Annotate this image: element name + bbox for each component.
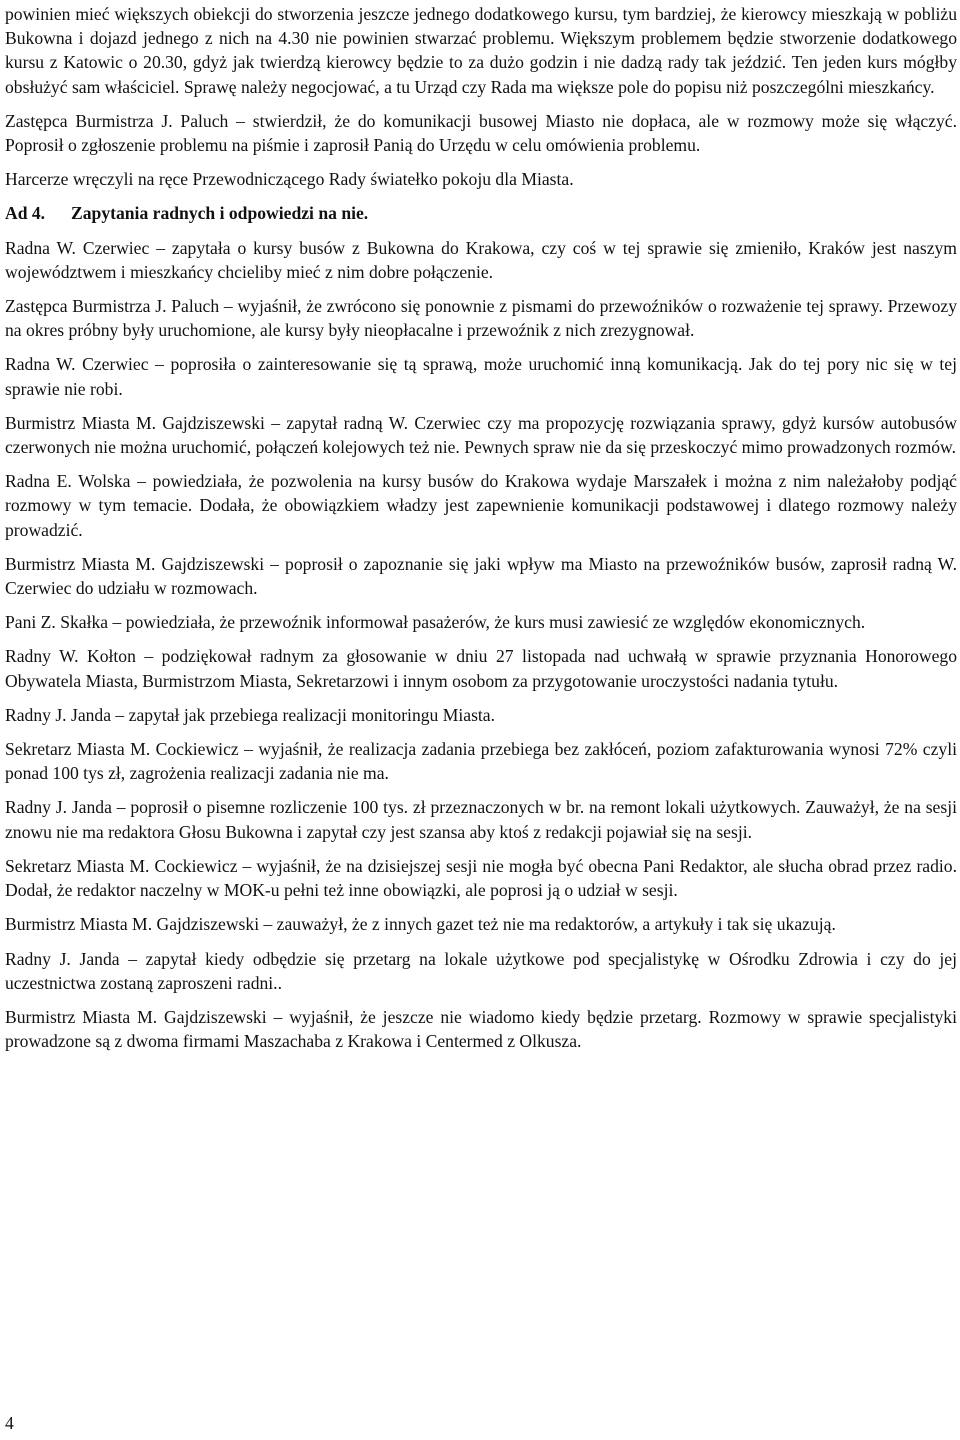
paragraph-wolska-statement: Radna E. Wolska – powiedziała, że pozwolenia na kursy busów do Krakowa wydaje Marszałek i można z nim należałoby podjąć rozmowy w tym temacie. Dodała, że obowiązkiem władzy jest zapewnienie komunikacji podstawowej i dlatego rozmowy należy prowadzić. bbox=[5, 471, 957, 540]
paragraph-paluch-answer: Zastępca Burmistrza J. Paluch – wyjaśnił, że zwrócono się ponownie z pismami do przewoźników o rozważenie tej sprawy. Przewozy na okres próbny były uruchomione, ale kursy były nieopłacalne i przewoźnik z nich zrezygnował. bbox=[5, 296, 957, 341]
section-title: Zapytania radnych i odpowiedzi na nie. bbox=[71, 203, 369, 224]
paragraph-cockiewicz-monitoring: Sekretarz Miasta M. Cockiewicz – wyjaśnił, że realizacja zadania przebiega bez zakłóceń, poziom zafakturowania wynosi 72% czyli ponad 100 tys zł, zagrożenia realizacji zadania nie ma. bbox=[5, 739, 957, 784]
paragraph-janda-monitoring: Radny J. Janda – zapytał jak przebiega realizacji monitoringu Miasta. bbox=[5, 704, 496, 725]
paragraph-czerwiec-request: Radna W. Czerwiec – poprosiła o zainteresowanie się tą sprawą, może uruchomić inną komunikacją. Jak do tej pory nic się w tej sprawie nie robi. bbox=[5, 354, 957, 399]
paragraph-transport-discussion: powinien mieć większych obiekcji do stworzenia jeszcze jednego dodatkowego kursu, tym bardziej, że kierowcy mieszkają w pobliżu Bukowna i dojazd jednego z nich na 4.30 nie powinien stwarzać problemu. Większym problemem będzie stworzenie dodatkowego kursu z Katowic o 20.30, gdyż jak twierdzą kierowcy będzie to za dużo godzin i nie dadzą rady tak jeździć. Ten jeden kurs mógłby obsłużyć sam właściciel. Sprawę należy negocjować, a tu Urząd czy Rada ma większe pole do popisu niż poszczególni mieszkańcy. bbox=[5, 4, 957, 97]
paragraph-deputy-mayor-paluch: Zastępca Burmistrza J. Paluch – stwierdził, że do komunikacji busowej Miasto nie dopłaca, ale w rozmowy może się włączyć. Poprosił o zgłoszenie problemu na piśmie i zaprosił Panią do Urzędu w celu omówienia problemu. bbox=[5, 110, 957, 156]
paragraph-mayor-request: Burmistrz Miasta M. Gajdziszewski – poprosił o zapoznanie się jaki wpływ ma Miasto na przewoźników busów, zaprosił radną W. Czerwiec do udziału w rozmowach. bbox=[5, 553, 957, 599]
page-number: 4 bbox=[5, 1413, 14, 1433]
paragraph-janda-settlement: Radny J. Janda – poprosił o pisemne rozliczenie 100 tys. zł przeznaczonych w br. na remont lokali użytkowych. Zauważył, że na sesji znowu nie ma redaktora Głosu Bukowna i zapytał czy jest szansa aby ktoś z redakcji pojawiał się na sesji. bbox=[5, 797, 957, 842]
paragraph-kolton-thanks: Radny W. Kołton – podziękował radnym za głosowanie w dniu 27 listopada nad uchwałą w sprawie przyznania Honorowego Obywatela Miasta, Burmistrzom Miasta, Sekretarzowi i innym osobom za przygotowanie uroczystości nadania tytułu. bbox=[5, 646, 957, 691]
paragraph-mayor-question: Burmistrz Miasta M. Gajdziszewski – zapytał radną W. Czerwiec czy ma propozycję rozwiązania sprawy, gdyż kursów autobusów czerwonych nie można uruchomić, połączeń kolejowych też nie. Pewnych spraw nie da się przeskoczyć mimo prowadzonych rozmów. bbox=[5, 412, 957, 458]
paragraph-janda-tender: Radny J. Janda – zapytał kiedy odbędzie się przetarg na lokale użytkowe pod specjalistykę w Ośrodku Zdrowia i czy do jej uczestnictwa zostaną zaproszeni radni.. bbox=[5, 948, 957, 993]
paragraph-mayor-tender: Burmistrz Miasta M. Gajdziszewski – wyjaśnił, że jeszcze nie wiadomo kiedy będzie przetarg. Rozmowy w sprawie specjalistyki prowadzone są z dwoma firmami Maszachaba z Krakowa i Centermed z Olkusza. bbox=[5, 1006, 957, 1052]
paragraph-czerwiec-question: Radna W. Czerwiec – zapytała o kursy busów z Bukowna do Krakowa, czy coś w tej sprawie się zmieniło, Kraków jest naszym województwem i mieszkańcy chcieliby mieć z nim dobre połączenie. bbox=[5, 237, 957, 282]
paragraph-scouts-peace-light: Harcerze wręczyli na ręce Przewodniczącego Rady światełko pokoju dla Miasta. bbox=[5, 169, 574, 190]
paragraph-mayor-newspapers: Burmistrz Miasta M. Gajdziszewski – zauważył, że z innych gazet też nie ma redaktorów, a artykuły i tak się ukazują. bbox=[5, 914, 836, 935]
document-page bbox=[5, 0, 957, 1063]
paragraph-cockiewicz-editor: Sekretarz Miasta M. Cockiewicz – wyjaśnił, że na dzisiejszej sesji nie mogła być obecna Pani Redaktor, ale słucha obrad przez radio. Dodał, że redaktor naczelny w MOK-u pełni też inne obowiązki, ale poprosi ją o udział w sesji. bbox=[5, 855, 957, 901]
section-heading bbox=[5, 201, 957, 225]
paragraph-skalka-statement: Pani Z. Skałka – powiedziała, że przewoźnik informował pasażerów, że kurs musi zawiesić ze względów ekonomicznych. bbox=[5, 612, 866, 633]
section-number: Ad 4. bbox=[5, 203, 46, 224]
